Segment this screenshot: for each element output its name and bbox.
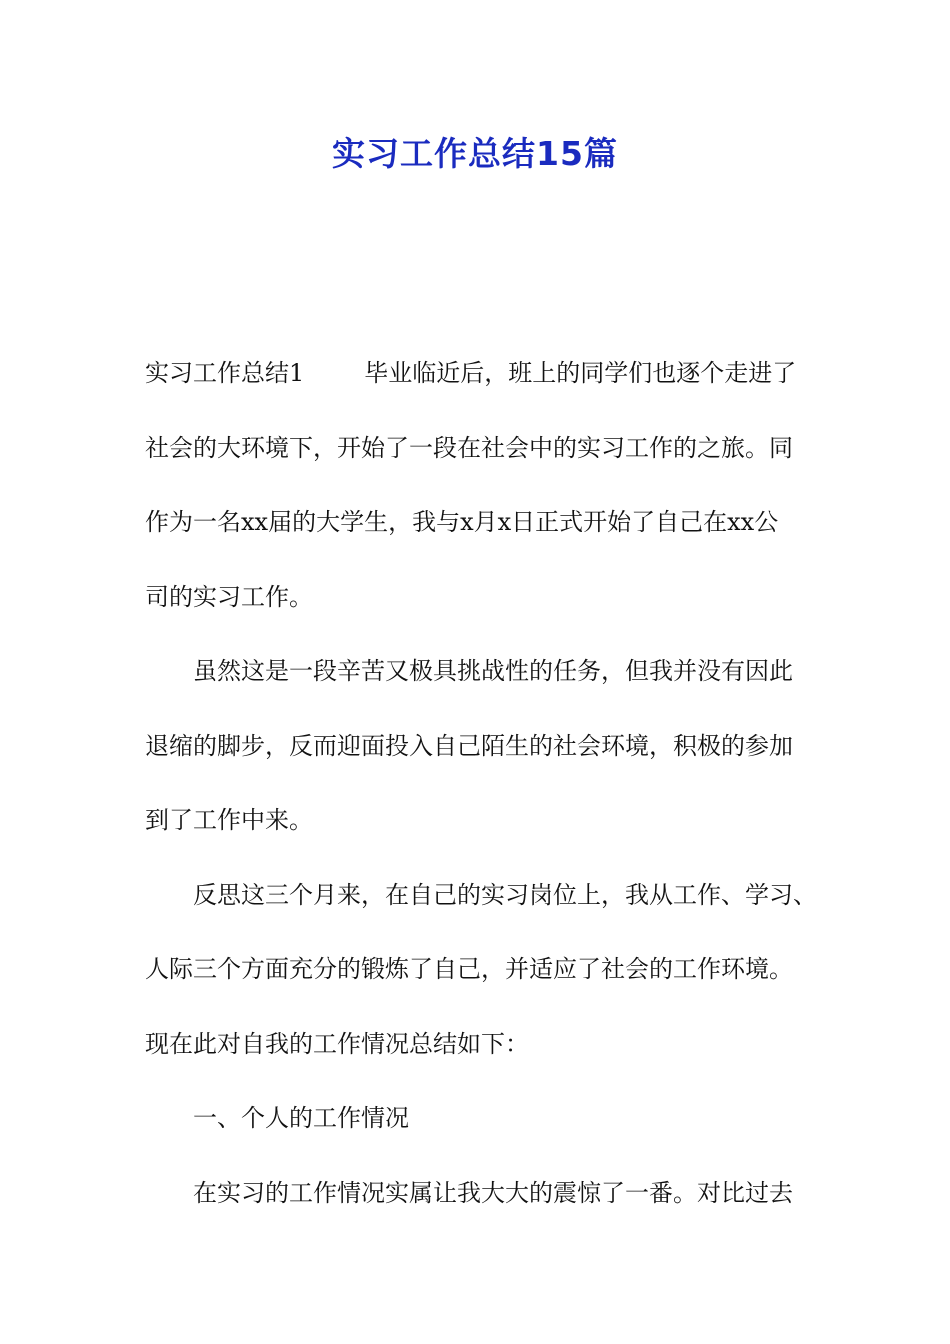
document-title: 实习工作总结15篇 [332, 134, 618, 173]
text-line: 社会的大环境下，开始了一段在社会中的实习工作的之旅。同 [145, 433, 793, 462]
document-body [145, 336, 817, 1230]
text-line: 人际三个方面充分的锻炼了自己，并适应了社会的工作环境。 [145, 955, 793, 983]
section-heading: 实习工作总结1 [145, 359, 305, 387]
text-line [145, 336, 810, 411]
paragraph-start-line: 在实习的工作情况实属让我大大的震惊了一番。对比过去 [193, 1178, 793, 1207]
text-line: 退缩的脚步，反而迎面投入自己陌生的社会环境，积极的参加 [145, 731, 793, 760]
text-line: 作为一名xx届的大学生，我与x月x日正式开始了自己在xx公 [145, 508, 779, 536]
text-line: 到了工作中来。 [145, 806, 313, 834]
text-line: 司的实习工作。 [145, 582, 313, 611]
paragraph-start-line: 虽然这是一段辛苦又极具挑战性的任务，但我并没有因此 [193, 657, 793, 685]
text-line: 现在此对自我的工作情况总结如下： [145, 1029, 529, 1058]
paragraph-start-line: 反思这三个月来，在自己的实习岗位上，我从工作、学习、 [193, 880, 817, 909]
subsection-heading: 一、个人的工作情况 [193, 1104, 409, 1132]
section-text: 毕业临近后，班上的同学们也逐个走进了 [364, 359, 797, 387]
